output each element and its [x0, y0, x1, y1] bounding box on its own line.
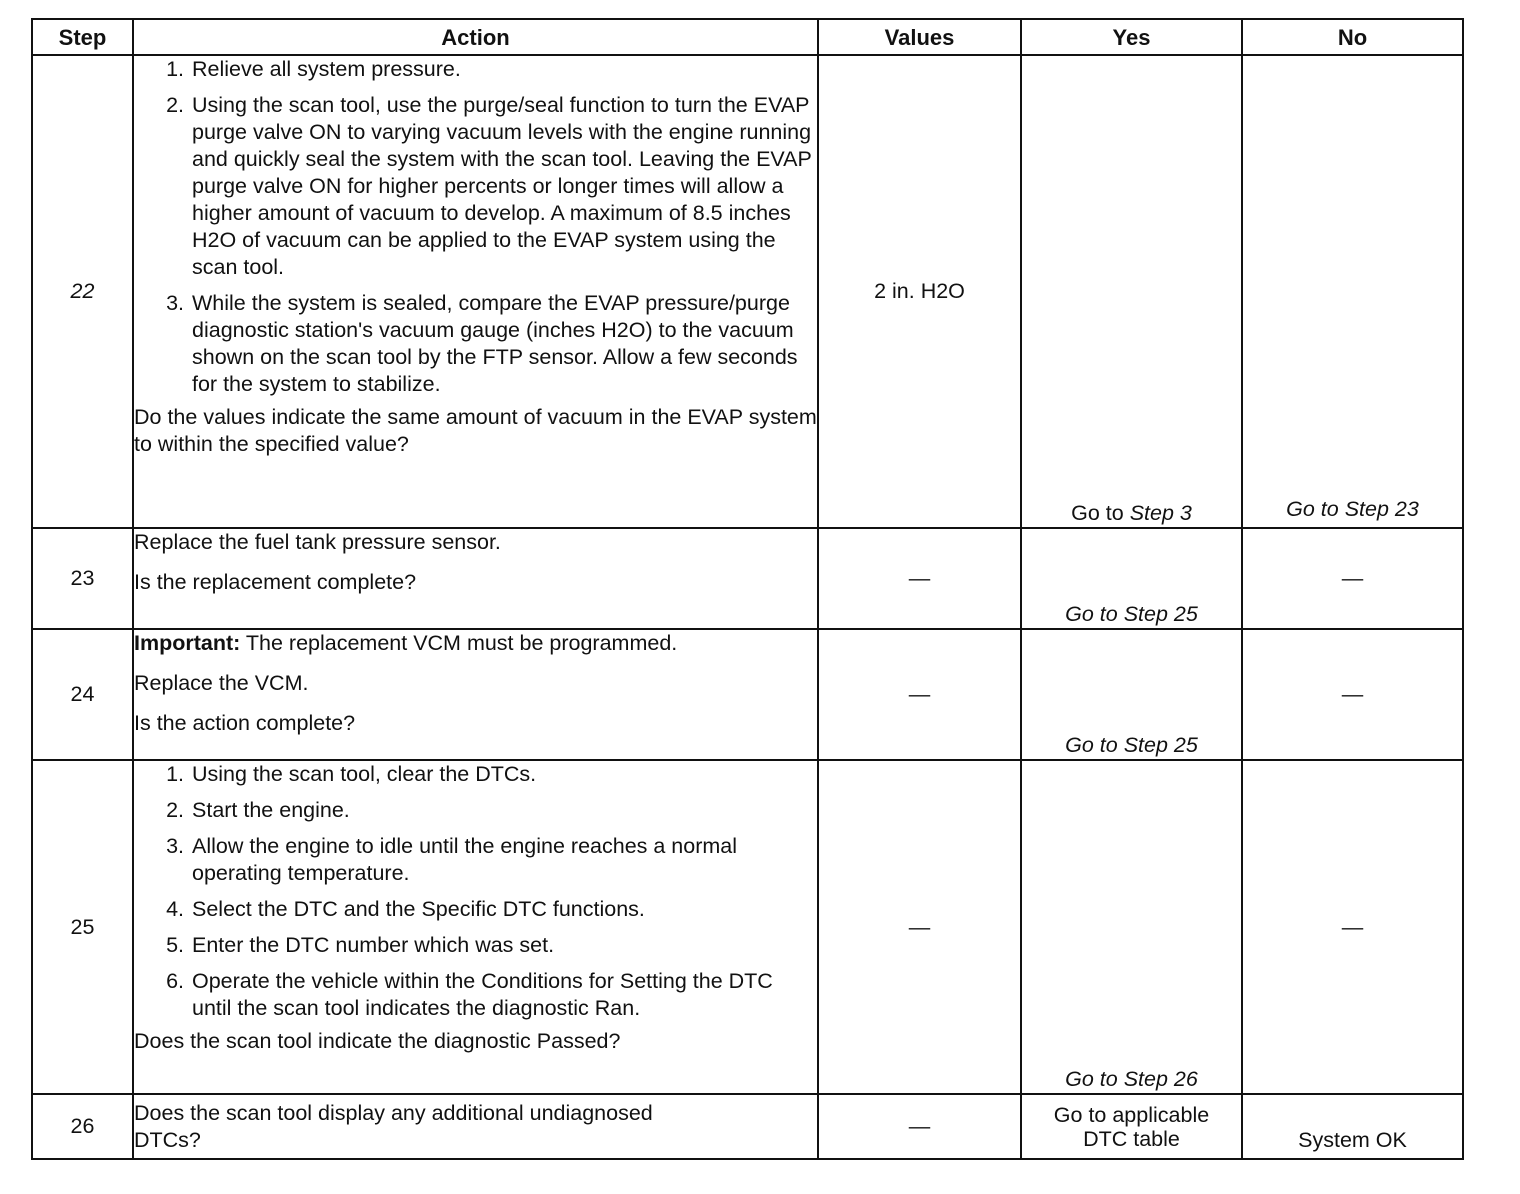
- table-row-step-26: [32, 1094, 1463, 1159]
- yes-line: DTC table: [1083, 1126, 1180, 1151]
- important-note: [134, 630, 817, 657]
- action-text: Replace the fuel tank pressure sensor.: [134, 530, 501, 554]
- action-question: Does the scan tool indicate the diagnostic Passed?: [134, 1029, 621, 1053]
- action-list-item: 3. Allow the engine to idle until the engine reaches a normal operating temperature.: [190, 833, 817, 887]
- action-list-item: 1. Using the scan tool, clear the DTCs.: [190, 761, 817, 788]
- important-label: Important:: [134, 631, 241, 655]
- action-cell: [133, 55, 818, 528]
- action-cell: [133, 629, 818, 760]
- header-action: Action: [133, 19, 818, 55]
- yes-cell: Go to Step 26: [1021, 760, 1242, 1094]
- table-row-step-23: [32, 528, 1463, 629]
- no-cell: —: [1242, 629, 1463, 760]
- action-list-item: 2. Start the engine.: [190, 797, 817, 824]
- yes-cell: [1021, 1094, 1242, 1159]
- action-text: Replace the VCM.: [134, 671, 309, 695]
- value-cell: —: [818, 629, 1021, 760]
- step-number: 25: [32, 760, 133, 1094]
- action-list-item: 5. Enter the DTC number which was set.: [190, 932, 817, 959]
- action-list-item: 2. Using the scan tool, use the purge/seal function to turn the EVAP purge valve ON to varying vacuum levels with the engine running and quickly seal the system with the scan tool. Leaving the EVAP purge valve ON for higher percents or longer times will allow a higher amount of vacuum to develop. A maximum of 8.5 inches H2O of vacuum can be applied to the EVAP system using the scan tool.: [190, 92, 817, 281]
- value-cell: —: [818, 528, 1021, 629]
- table-row-step-24: [32, 629, 1463, 760]
- header-yes: Yes: [1021, 19, 1242, 55]
- step-number: 22: [32, 55, 133, 528]
- header-row: [32, 19, 1463, 55]
- step-number: 23: [32, 528, 133, 629]
- action-list-item: 4. Select the DTC and the Specific DTC functions.: [190, 896, 817, 923]
- action-list: [134, 761, 817, 1022]
- table-row-step-22: [32, 55, 1463, 528]
- action-list-item: 3. While the system is sealed, compare the EVAP pressure/purge diagnostic station's vacuum gauge (inches H2O) to the vacuum shown on the scan tool by the FTP sensor. Allow a few seconds for the system to stabilize.: [190, 290, 817, 398]
- no-cell: System OK: [1242, 1094, 1463, 1159]
- action-question: Do the values indicate the same amount of vacuum in the EVAP system to within the specified value?: [134, 405, 817, 456]
- no-cell: Go to Step 23: [1242, 55, 1463, 528]
- action-cell: [133, 528, 818, 629]
- action-list-item: 6. Operate the vehicle within the Conditions for Setting the DTC until the scan tool indicates the diagnostic Ran.: [190, 968, 817, 1022]
- no-cell: —: [1242, 760, 1463, 1094]
- yes-cell: [1021, 55, 1242, 528]
- action-list: [134, 56, 817, 398]
- value-cell: —: [818, 760, 1021, 1094]
- no-cell: —: [1242, 528, 1463, 629]
- header-no: No: [1242, 19, 1463, 55]
- value-cell: 2 in. H2O: [818, 55, 1021, 528]
- yes-cell: Go to Step 25: [1021, 629, 1242, 760]
- step-number: 26: [32, 1094, 133, 1159]
- diagnostic-table: [31, 18, 1464, 1160]
- important-text: The replacement VCM must be programmed.: [240, 631, 678, 655]
- yes-step-ref: Step 3: [1129, 501, 1192, 525]
- step-number: 24: [32, 629, 133, 760]
- action-cell: [133, 760, 818, 1094]
- value-cell: —: [818, 1094, 1021, 1159]
- action-question: Does the scan tool display any additional undiagnosed DTCs?: [134, 1100, 653, 1152]
- action-cell: [133, 1094, 818, 1159]
- action-list-item: 1. Relieve all system pressure.: [190, 56, 817, 83]
- header-step: Step: [32, 19, 133, 55]
- table-row-step-25: [32, 760, 1463, 1094]
- yes-prefix: Go to: [1071, 501, 1130, 525]
- header-values: Values: [818, 19, 1021, 55]
- action-question: Is the action complete?: [134, 711, 356, 735]
- yes-line: Go to applicable: [1053, 1102, 1210, 1127]
- yes-cell: Go to Step 25: [1021, 528, 1242, 629]
- action-question: Is the replacement complete?: [134, 570, 417, 594]
